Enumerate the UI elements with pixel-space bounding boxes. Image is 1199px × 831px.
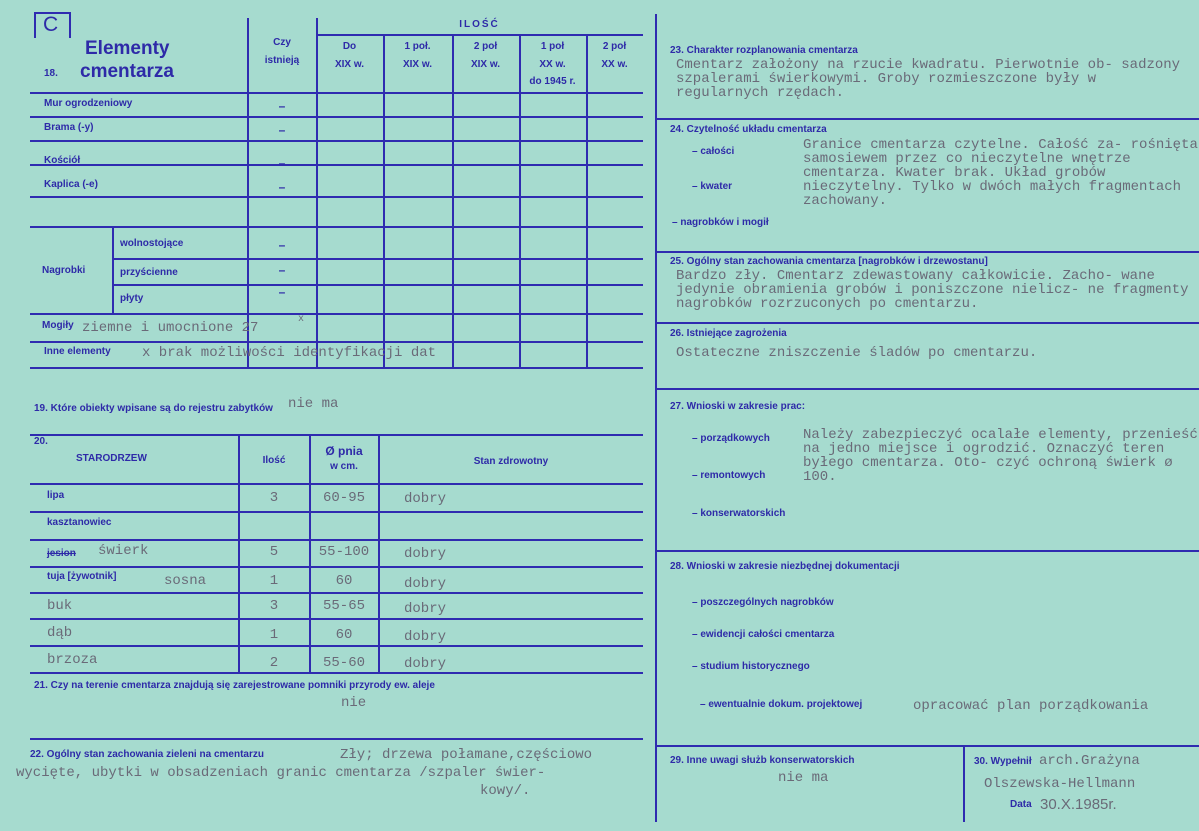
tree-printed-name: tuja [żywotnik] (47, 571, 117, 582)
row-exists-chapel: – (278, 180, 286, 194)
tree-diameter: 60 (335, 573, 353, 589)
rule (30, 592, 643, 594)
q24-item-whole: – całości (692, 146, 735, 157)
rule (316, 18, 318, 367)
q27-label: 27. Wnioski w zakresie prac: (670, 401, 806, 412)
rule (30, 511, 643, 513)
tree-diameter: 55-100 (318, 544, 370, 560)
tree-printed-name: lipa (47, 490, 65, 501)
rule (655, 388, 1199, 390)
q28-item-history: – studium historycznego (692, 661, 810, 672)
q27-item-repair: – remontowych (692, 470, 766, 481)
row-exists-wall: – (278, 99, 286, 113)
q30-name-line1: arch.Grażyna (1039, 753, 1140, 769)
graves-label: Mogiły (42, 320, 74, 331)
q28-answer: opracować plan porządkowania (913, 698, 1149, 714)
rule (655, 322, 1199, 324)
q27-text: Należy zabezpieczyć ocalałe elementy, przenieść na jedno miejsce i ogrodzić. Oznaczyć teren byłego cmentarza. Oto- czyć ochroną świerk ø 100. (803, 427, 1198, 485)
q22-line2: wycięte, ubytki w obsadzeniach granic cmentarza /szpaler świer- (16, 765, 546, 781)
rule (963, 745, 965, 822)
tree-diameter: 60 (335, 627, 353, 643)
row-exists-gate: – (278, 123, 286, 137)
q24-text: Granice cmentarza czytelne. Całość za- rośnięta samosiewem przez co nieczytelne wnętrze cmentarza. Kwater brak. Układ grobów nieczytelny. Tylko w dwóch małych fragmentach zachowany. (803, 137, 1198, 209)
rule (655, 118, 1199, 120)
rule (30, 226, 643, 228)
rule (30, 140, 643, 142)
period-1-line2: XIX w. (334, 59, 365, 70)
tree-count: 2 (269, 655, 279, 671)
section-number: 18. (44, 68, 58, 79)
tombstones-label: Nagrobki (42, 265, 86, 276)
rule (655, 14, 657, 822)
tombstones-slabs-label: płyty (120, 293, 144, 304)
trees-header-diameter-line2: w cm. (330, 461, 358, 472)
q24-item-tombs: – nagrobków i mogił (672, 217, 769, 228)
tree-diameter: 55-60 (322, 655, 365, 671)
section-letter: C (43, 13, 59, 36)
q28-item-project: – ewentualnie dokum. projektowej (700, 699, 863, 710)
tombstones-wall-exists: – (278, 263, 286, 277)
period-2-line1: 1 poł. (404, 41, 431, 52)
rule (30, 367, 643, 369)
q22-line1: Zły; drzewa połamane,częściowo (340, 747, 593, 763)
rule (655, 550, 1199, 552)
period-1-line1: Do (342, 41, 357, 52)
tree-count: 1 (269, 627, 279, 643)
q23-label: 23. Charakter rozplanowania cmentarza (670, 45, 858, 56)
q28-label: 28. Wnioski w zakresie niezbędnej dokumentacji (670, 561, 900, 572)
tree-count: 1 (269, 573, 279, 589)
rule (655, 251, 1199, 253)
period-3-line1: 2 poł (473, 41, 498, 52)
rule (383, 34, 385, 367)
q19-answer: nie ma (288, 396, 339, 412)
rule (30, 618, 643, 620)
tree-typed-name: świerk (98, 543, 149, 559)
q24-label: 24. Czytelność układu cmentarza (670, 124, 827, 135)
trees-header-name: STARODRZEW (76, 453, 147, 464)
rule (112, 226, 114, 313)
rule (112, 284, 643, 286)
other-elements-value: x brak możliwości identyfikacji dat (142, 345, 437, 361)
tree-count: 3 (269, 598, 279, 614)
rule (452, 34, 454, 367)
tree-printed-name: kasztanowiec (47, 517, 112, 528)
q19-label: 19. Które obiekty wpisane są do rejestru zabytków (34, 403, 273, 414)
trees-header-condition: Stan zdrowotny (473, 456, 549, 467)
period-4-line3: do 1945 r. (529, 76, 576, 87)
rule (30, 116, 643, 118)
tombstones-slabs-exists: – (278, 285, 286, 299)
q30-date-label: Data (1010, 799, 1032, 810)
q20-number: 20. (34, 436, 48, 447)
q21-label: 21. Czy na terenie cmentarza znajdują się zarejestrowane pomniki przyrody ew. aleje (34, 680, 435, 691)
q27-item-cleanup: – porządkowych (692, 433, 770, 444)
q29-answer: nie ma (778, 770, 829, 786)
tree-typed-name: dąb (47, 625, 73, 641)
period-4-line1: 1 poł (540, 41, 565, 52)
tree-diameter: 60-95 (322, 490, 365, 506)
rule (30, 539, 643, 541)
q22-label: 22. Ogólny stan zachowania zieleni na cmentarzu (30, 749, 264, 760)
row-label-gate: Brama (-y) (44, 122, 94, 133)
q30-date: 30.X.1985r. (1040, 796, 1117, 813)
tree-condition: dobry (404, 656, 447, 672)
rule (30, 341, 643, 343)
tree-condition: dobry (404, 629, 447, 645)
col-exists-line2: istnieją (264, 55, 300, 66)
other-elements-label: Inne elementy (44, 346, 111, 357)
tombstones-freestanding-exists: – (278, 238, 286, 252)
tree-condition: dobry (404, 601, 447, 617)
tree-typed-name: brzoza (47, 652, 98, 668)
period-5-line1: 2 poł (602, 41, 627, 52)
tombstones-freestanding-label: wolnostojące (120, 238, 184, 249)
rule (30, 738, 643, 740)
q23-text: Cmentarz założony na rzucie kwadratu. Pierwotnie ob- sadzony szpalerami świerkowymi. Groby rozmieszczone były w regularnych rzędach. (676, 57, 1181, 101)
tree-diameter: 55-65 (322, 598, 365, 614)
q22-line3: kowy/. (480, 783, 531, 799)
col-exists-line1: Czy (273, 37, 291, 48)
q27-item-conservation: – konserwatorskich (692, 508, 786, 519)
section-title-line2: cmentarza (80, 61, 174, 82)
graves-footnote-mark: x (298, 314, 305, 325)
tree-printed-name: jesion (47, 548, 76, 559)
col-quantity: ILOŚĆ (459, 19, 500, 30)
q24-item-quarters: – kwater (692, 181, 733, 192)
rule (30, 645, 643, 647)
q21-answer: nie (341, 695, 367, 711)
tree-typed-name: sosna (164, 573, 207, 589)
q25-text: Bardzo zły. Cmentarz zdewastowany całkowicie. Zacho- wane jedynie obramienia grobów i poniszczone nielicz- ne fragmenty nagrobków rozrzuconych po cmentarzu. (676, 268, 1189, 312)
tombstones-wall-label: przyścienne (120, 267, 178, 278)
rule (30, 483, 643, 485)
tree-count: 5 (269, 544, 279, 560)
rule (30, 672, 643, 674)
period-4-line2: XX w. (539, 59, 566, 70)
trees-header-diameter-line1: Ø pnia (325, 444, 363, 458)
period-2-line2: XIX w. (402, 59, 433, 70)
q28-item-records: – ewidencji całości cmentarza (692, 629, 835, 640)
rule (30, 164, 643, 166)
tree-condition: dobry (404, 576, 447, 592)
q30-name-line2: Olszewska-Hellmann (984, 776, 1136, 792)
q26-text: Ostateczne zniszczenie śladów po cmentarzu. (676, 345, 1038, 361)
rule (30, 434, 643, 436)
rule (586, 34, 588, 367)
tree-condition: dobry (404, 546, 447, 562)
trees-header-count: Ilość (262, 455, 286, 466)
row-exists-church: – (278, 156, 286, 170)
q25-label: 25. Ogólny stan zachowania cmentarza [nagrobków i drzewostanu] (670, 256, 988, 267)
section-title-line1: Elementy (85, 38, 170, 59)
q28-item-tombstones: – poszczególnych nagrobków (692, 597, 834, 608)
rule (30, 92, 643, 94)
q26-label: 26. Istniejące zagrożenia (670, 328, 787, 339)
graves-value: ziemne i umocnione 27 (82, 320, 259, 336)
rule (378, 434, 380, 672)
row-label-church: Kościół (44, 155, 81, 166)
tree-typed-name: buk (47, 598, 73, 614)
rule (112, 258, 643, 260)
tree-condition: dobry (404, 491, 447, 507)
q29-label: 29. Inne uwagi służb konserwatorskich (670, 755, 855, 766)
tree-count: 3 (269, 490, 279, 506)
row-label-chapel: Kaplica (-e) (44, 179, 98, 190)
rule (30, 313, 643, 315)
rule (655, 745, 1199, 747)
q30-label: 30. Wypełnił (974, 756, 1032, 767)
rule (316, 34, 643, 36)
rule (30, 196, 643, 198)
rule (30, 566, 643, 568)
period-3-line2: XIX w. (470, 59, 501, 70)
row-label-wall: Mur ogrodzeniowy (44, 98, 133, 109)
period-5-line2: XX w. (601, 59, 628, 70)
